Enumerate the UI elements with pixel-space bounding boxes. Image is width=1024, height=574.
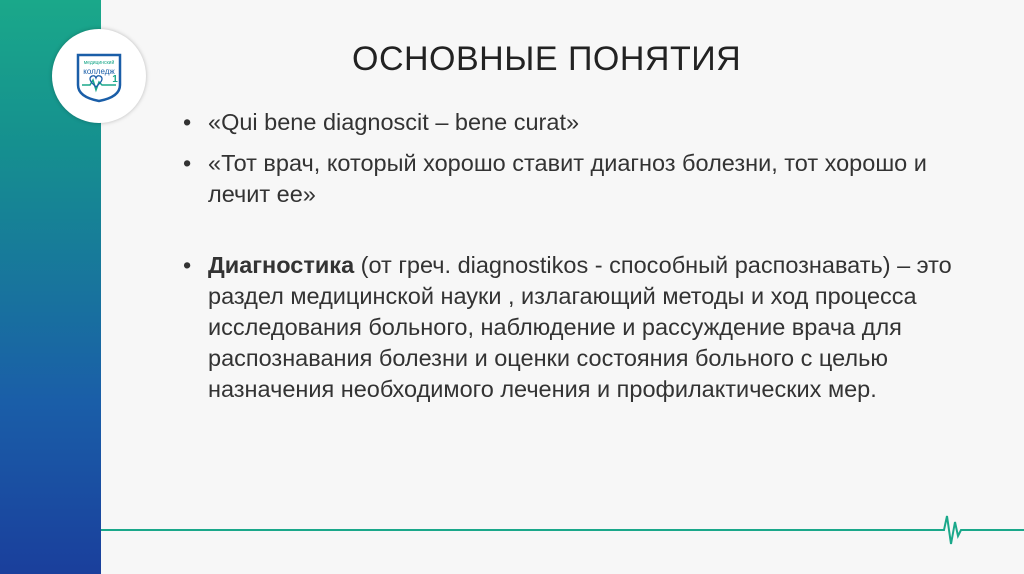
logo-name-text: колледж	[83, 67, 115, 76]
bullet-definition	[183, 250, 983, 405]
bullet-text: «Qui bene diagnoscit – bene curat»	[208, 109, 580, 135]
slide-content	[183, 107, 983, 405]
college-logo-icon	[74, 49, 124, 103]
logo-number: 1	[112, 74, 118, 85]
definition-term: Диагностика	[208, 252, 355, 278]
bullet-quote-russian	[183, 148, 983, 210]
bullet-quote-latin	[183, 107, 983, 138]
definition-text: (от греч. diagnostikos - способный распознавать) – это раздел медицинской науки , излагающий методы и ход процесса исследования больного, наблюдение и рассуждение врача для распознавания болезни и оценки состояния больного с целью назначения необходимого лечения и профилактических мер.	[208, 252, 952, 402]
bullet-dot: •	[183, 109, 192, 135]
bullet-dot: •	[183, 150, 192, 176]
pulse-divider-line	[101, 510, 1024, 550]
college-logo	[52, 29, 146, 123]
logo-top-text: медицинский	[83, 60, 115, 66]
bullet-text: «Тот врач, который хорошо ставит диагноз болезни, тот хорошо и лечит ее»	[208, 150, 927, 207]
bullet-dot: •	[183, 252, 192, 278]
slide-title: ОСНОВНЫЕ ПОНЯТИЯ	[352, 40, 742, 78]
